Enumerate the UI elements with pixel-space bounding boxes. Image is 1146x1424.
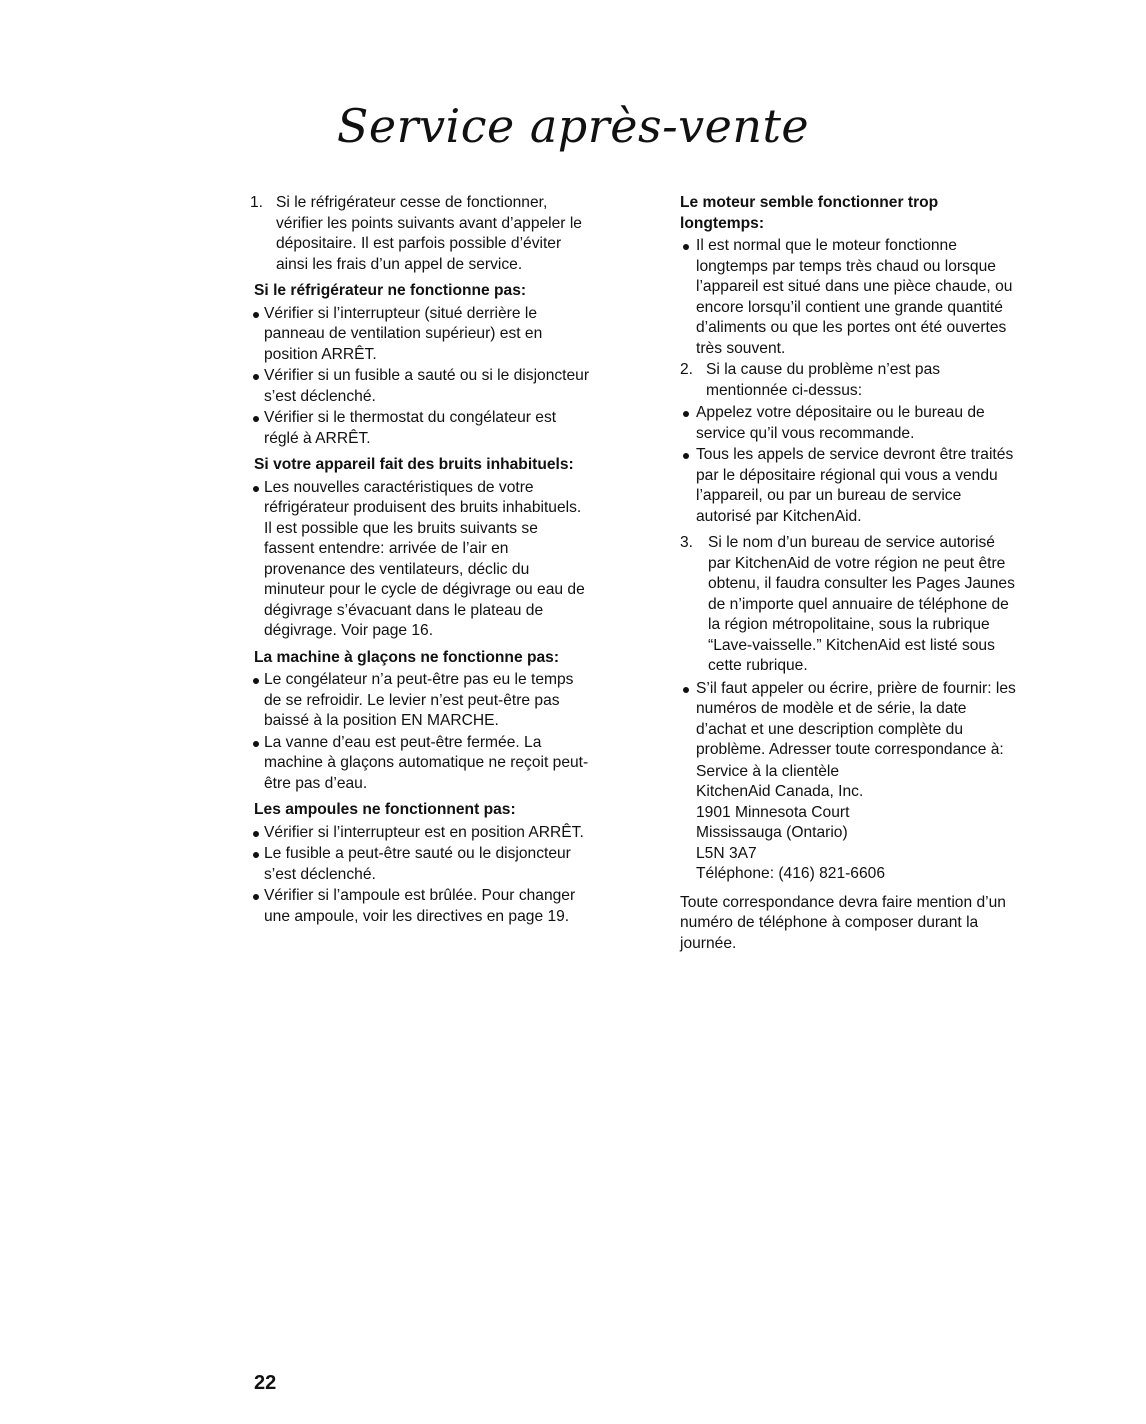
closing-text: Toute correspondance devra faire mention d’un numéro de téléphone à composer durant la journée.	[680, 893, 1006, 952]
section-heading: Le moteur semble fonctionner trop longtemps:	[680, 194, 939, 232]
phone-line: Téléphone: (416) 821-6606	[696, 865, 885, 882]
section-heading: La machine à glaçons ne fonctionne pas:	[254, 648, 560, 666]
list-item: Vérifier si l’ampoule est brûlée. Pour changer une ampoule, voir les directives en page 19.	[250, 886, 590, 927]
list-item: Les nouvelles caractéristiques de votre réfrigérateur produisent des bruits inhabituels. Il est possible que les bruits suivants se fassent entendre: arrivée de l’air en provenance des ventilateurs, déclic du minuteur pour le cycle de dégivrage ou eau de dégivrage s’évacuant dans le plateau de dégivrage. Voir page 16.	[250, 478, 590, 642]
address-line: Mississauga (Ontario)	[696, 824, 848, 841]
list-item: La vanne d’eau est peut-être fermée. La machine à glaçons automatique ne reçoit peut-être pas d’eau.	[250, 733, 590, 795]
address-line: L5N 3A7	[696, 844, 757, 862]
list-item: Le congélateur n’a peut-être pas eu le temps de se refroidir. Le levier n’est peut-être pas baissé à la position EN MARCHE.	[250, 670, 590, 732]
address-line: KitchenAid Canada, Inc.	[696, 783, 864, 800]
section-heading: Si le réfrigérateur ne fonctionne pas:	[254, 282, 527, 299]
list-item: Il est normal que le moteur fonctionne longtemps par temps très chaud ou lorsque l’appareil est situé dans une pièce chaude, ou encore lorsqu’il contient une grande quantité d’aliments ou que les portes ont été ouvertes très souvent.	[680, 236, 1020, 359]
list-item: S’il faut appeler ou écrire, prière de fournir: les numéros de modèle et de série, la date d’achat et une description complète du problème. Adresser toute correspondance à:	[680, 679, 1020, 761]
address-block	[680, 762, 1020, 885]
list-item: Appelez votre dépositaire ou le bureau de service qu’il vous recommande.	[680, 403, 1020, 444]
item-number: 2.	[680, 361, 694, 378]
item-text: Si la cause du problème n’est pas mentionnée ci-dessus:	[706, 361, 941, 399]
list-item: Vérifier si l’interrupteur est en position ARRÊT.	[250, 823, 590, 844]
intro-item	[250, 193, 590, 275]
list-item: Tous les appels de service devront être traités par le dépositaire régional qui vous a vendu l’appareil, ou par un bureau de service autorisé par KitchenAid.	[680, 445, 1020, 527]
list-item: Vérifier si un fusible a sauté ou si le disjoncteur s’est déclenché.	[250, 366, 590, 407]
address-line: Service à la clientèle	[696, 762, 840, 780]
intro-text: Si le réfrigérateur cesse de fonctionner, vérifier les points suivants avant d’appeler le dépositaire. Il est parfois possible d’éviter ainsi les frais d’un appel de service.	[276, 194, 582, 273]
item-number: 3.	[680, 534, 694, 551]
numbered-item	[680, 533, 1020, 677]
list-item: Vérifier si le thermostat du congélateur est réglé à ARRÊT.	[250, 408, 590, 449]
right-column	[680, 193, 1020, 954]
item-number: 1.	[250, 194, 264, 211]
list-item: Le fusible a peut-être sauté ou le disjoncteur s’est déclenché.	[250, 844, 590, 885]
left-column	[250, 193, 590, 928]
item-text: Si le nom d’un bureau de service autorisé par KitchenAid de votre région ne peut être obtenu, il faudra consulter les Pages Jaunes de n’importe quel annuaire de téléphone de la région métropolitaine, sous la rubrique “Lave-vaisselle.” KitchenAid est listé sous cette rubrique.	[708, 534, 1015, 674]
section-heading: Si votre appareil fait des bruits inhabituels:	[254, 456, 574, 473]
section-heading: Les ampoules ne fonctionnent pas:	[254, 801, 516, 818]
address-line: 1901 Minnesota Court	[696, 803, 850, 821]
list-item: Vérifier si l’interrupteur (situé derrière le panneau de ventilation supérieur) est en position ARRÊT.	[250, 304, 590, 366]
page-number: 22	[254, 1372, 277, 1394]
numbered-item	[680, 360, 1020, 401]
page-title: Service après-vente	[336, 99, 810, 153]
